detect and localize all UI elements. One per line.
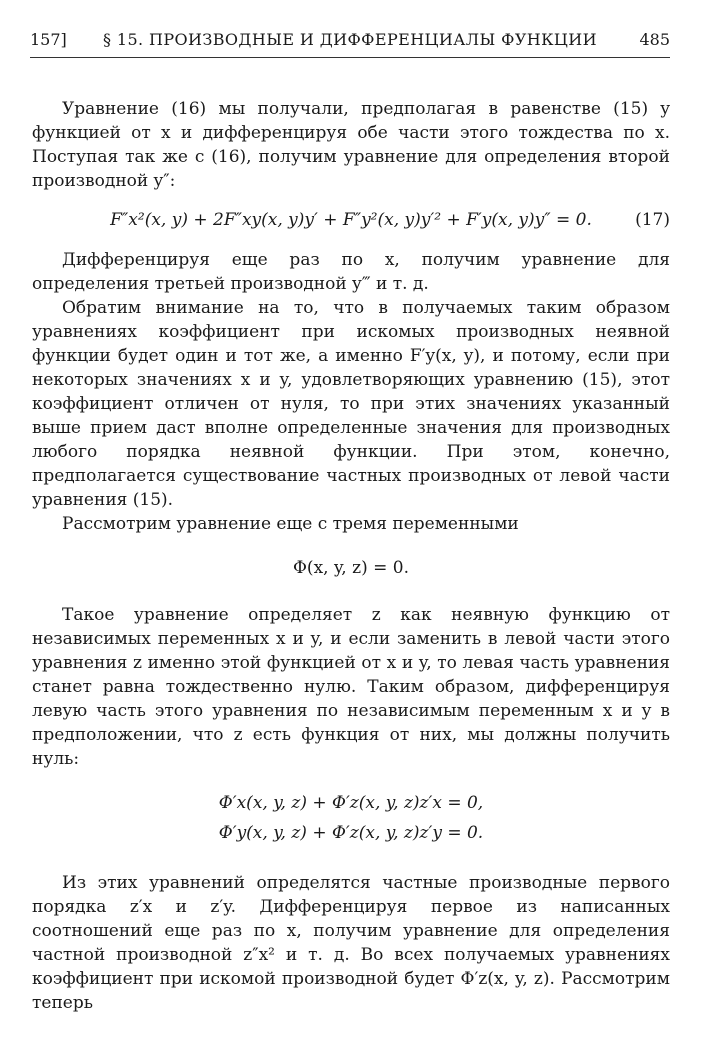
equations-system (32, 788, 670, 848)
equation-phi-text: Φ(x, y, z) = 0. (293, 558, 409, 578)
paragraph-6: Из этих уравнений определятся частные производные первого порядка z′x и z′y. Дифференцируя первое из написанных соотношений еще раз по x, получим уравнение для определения частной производной z″x² и т. д. Во всех получаемых уравнениях коэффициент при искомой производной будет Φ′z(x, y, z). Рассмотрим теперь (32, 873, 670, 1013)
equation-17 (32, 208, 670, 232)
paragraph-2: Дифференцируя еще раз по x, получим уравнение для определения третьей производной y‴ и т. д. (32, 250, 670, 294)
paragraph-4: Рассмотрим уравнение еще с тремя переменными (62, 514, 519, 534)
running-header (30, 28, 670, 52)
header-section-title: § 15. ПРОИЗВОДНЫЕ И ДИФФЕРЕНЦИАЛЫ ФУНКЦИИ (102, 30, 597, 49)
paragraph-5: Такое уравнение определяет z как неявную функцию от независимых переменных x и y, и если заменить в левой части этого уравнения z именно этой функцией от x и y, то левая часть уравнения станет равна тождественно нулю. Таким образом, дифференцируя левую часть этого уравнения по независимым переменным x и y в предположении, что z есть функция от них, мы должны получить нуль: (32, 605, 670, 769)
header-page-number: 485 (639, 30, 670, 49)
equation-17-text: F″x²(x, y) + 2F″xy(x, y)y′ + F″y²(x, y)y′² + F′y(x, y)y″ = 0. (110, 210, 592, 230)
equation-system-line-1: Φ′x(x, y, z) + Φ′z(x, y, z)z′x = 0, (218, 793, 484, 813)
equation-phi (32, 556, 670, 580)
paragraph-3: Обратим внимание на то, что в получаемых таким образом уравнениях коэффициент при искомых производных неявной функции будет один и тот же, а именно F′y(x, y), и потому, если при некоторых значениях x и y, удовлетворяющих уравнению (15), этот коэффициент отличен от нуля, то при этих значениях указанный выше прием даст вполне определенные значения для производных любого порядка неявной функции. При этом, конечно, предполагается существование частных производных от левой части уравнения (15). (32, 298, 670, 510)
equation-system-line-2: Φ′y(x, y, z) + Φ′z(x, y, z)z′y = 0. (218, 823, 484, 843)
header-page-ref: 157] (30, 30, 67, 49)
header-rule (30, 57, 670, 58)
page-body (32, 97, 670, 1015)
equation-17-number: (17) (635, 210, 670, 230)
paragraph-1: Уравнение (16) мы получали, предполагая в равенстве (15) y функцией от x и дифференцируя обе части этого тождества по x. Поступая так же с (16), получим уравнение для определения второй производной y″: (32, 99, 670, 191)
